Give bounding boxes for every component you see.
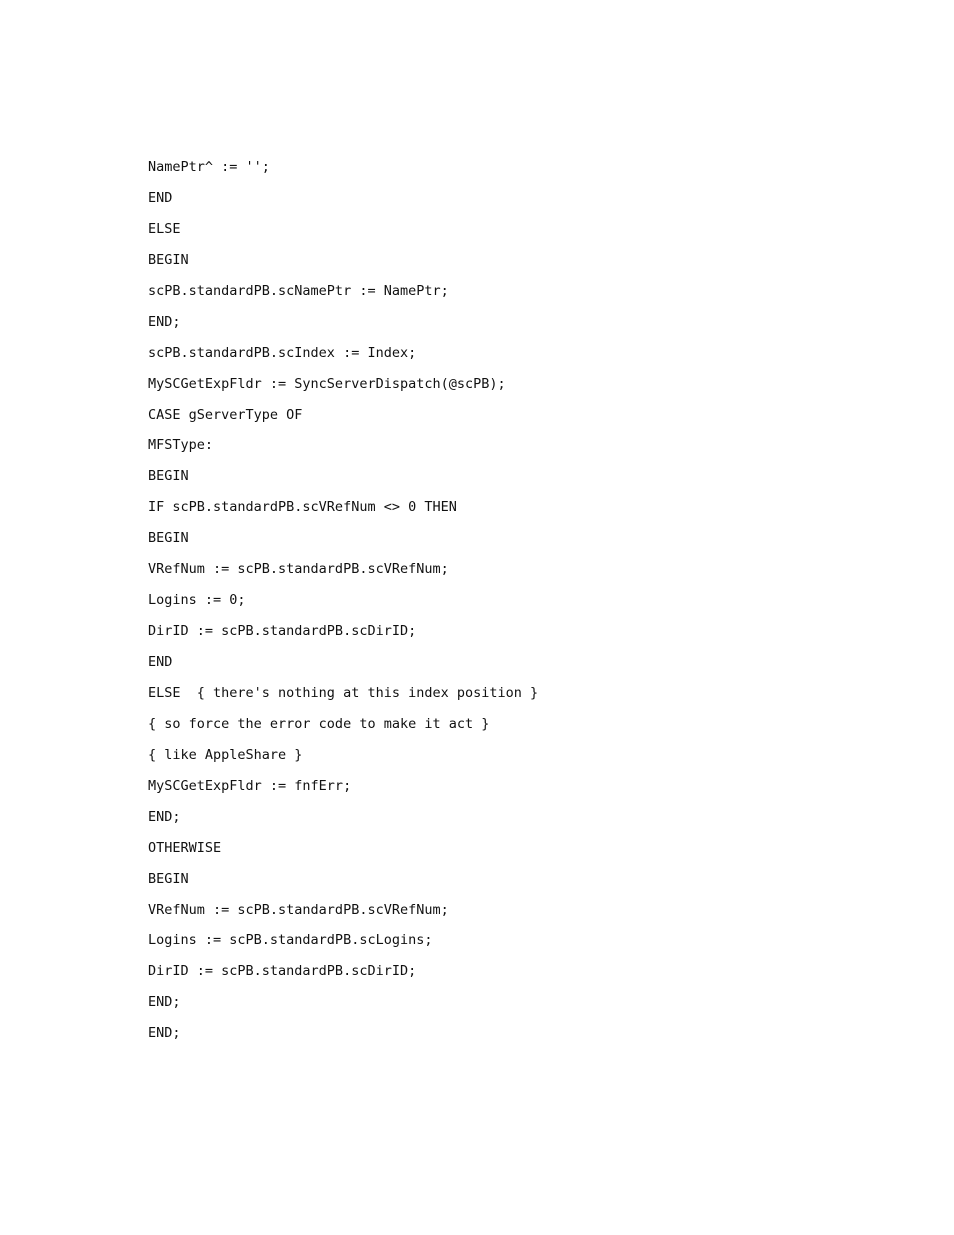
code-line: ELSE { there's nothing at this index position } xyxy=(148,684,539,701)
code-listing xyxy=(148,156,538,1053)
code-line: DirID := scPB.standardPB.scDirID; xyxy=(148,963,417,980)
code-line: CASE gServerType OF xyxy=(148,406,303,423)
code-line: END; xyxy=(148,994,181,1011)
code-line: scPB.standardPB.scIndex := Index; xyxy=(148,344,417,361)
code-line: BEGIN xyxy=(148,251,189,268)
code-line: BEGIN xyxy=(148,530,189,547)
code-line: END; xyxy=(148,313,181,330)
code-line: MySCGetExpFldr := SyncServerDispatch(@scPB); xyxy=(148,375,506,392)
code-line: IF scPB.standardPB.scVRefNum <> 0 THEN xyxy=(148,499,457,516)
code-line: OTHERWISE xyxy=(148,839,222,856)
code-line: BEGIN xyxy=(148,870,189,887)
code-line: { so force the error code to make it act } xyxy=(148,715,490,732)
code-line: ELSE xyxy=(148,220,181,237)
code-line: VRefNum := scPB.standardPB.scVRefNum; xyxy=(148,901,449,918)
code-line: Logins := 0; xyxy=(148,592,246,609)
code-line: VRefNum := scPB.standardPB.scVRefNum; xyxy=(148,561,449,578)
code-line: END; xyxy=(148,1025,181,1042)
code-line: Logins := scPB.standardPB.scLogins; xyxy=(148,932,433,949)
code-line: END xyxy=(148,189,173,206)
code-line: NamePtr^ := ''; xyxy=(148,159,270,175)
code-line: MySCGetExpFldr := fnfErr; xyxy=(148,777,352,794)
code-line: BEGIN xyxy=(148,468,189,485)
code-line: MFSType: xyxy=(148,437,214,454)
code-line: END; xyxy=(148,808,181,825)
code-line: DirID := scPB.standardPB.scDirID; xyxy=(148,623,417,640)
code-line: scPB.standardPB.scNamePtr := NamePtr; xyxy=(148,282,449,299)
code-line: END xyxy=(148,654,173,670)
code-line: { like AppleShare } xyxy=(148,746,303,763)
